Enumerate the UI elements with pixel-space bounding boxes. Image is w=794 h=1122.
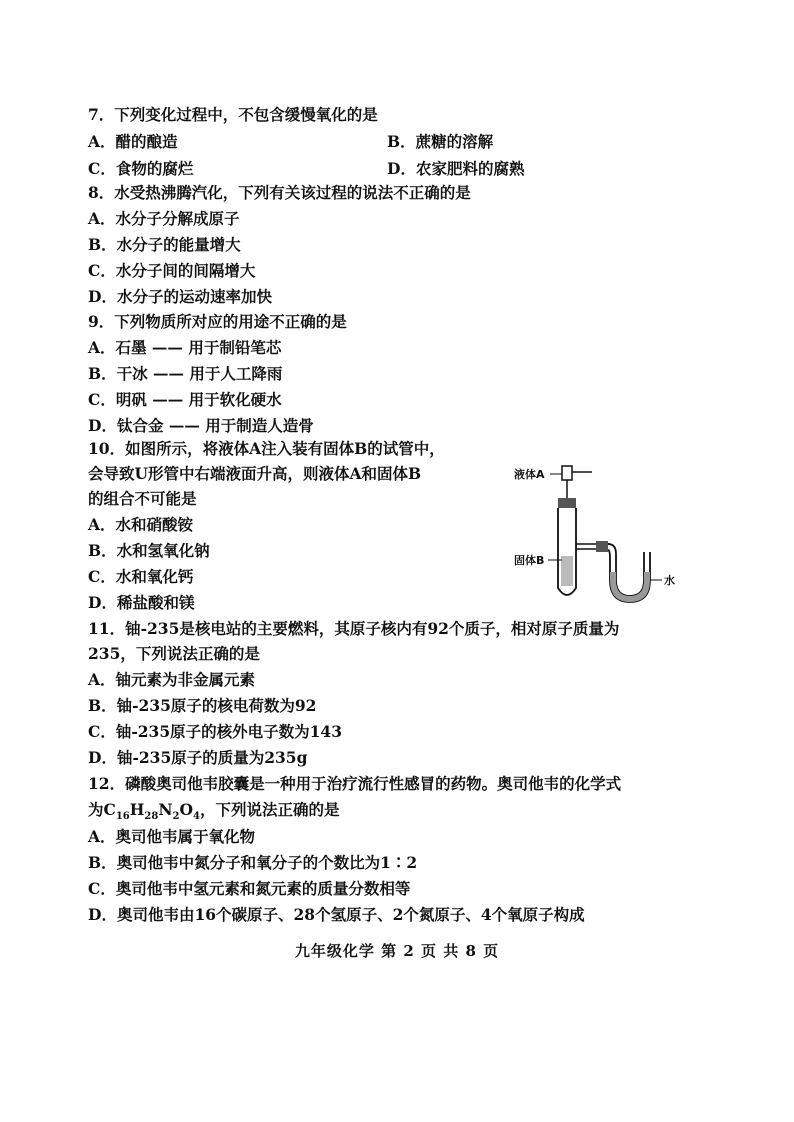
q11-stem-line2: 235，下列说法正确的是 <box>88 644 260 663</box>
q10-stem-line2: 会导致U形管中右端液面升高，则液体A和固体B <box>88 464 422 483</box>
q9-option-c: C．明矾 —— 用于软化硬水 <box>88 390 282 409</box>
q8-option-b: B．水分子的能量增大 <box>88 235 241 254</box>
q8-option-d: D．水分子的运动速率加快 <box>88 287 272 306</box>
q12-formula-h-count: 28 <box>144 811 159 823</box>
q10-option-d: D．稀盐酸和镁 <box>88 593 195 612</box>
q12-option-c: C．奥司他韦中氢元素和氮元素的质量分数相等 <box>88 879 411 898</box>
q12-formula-o: O <box>179 800 193 819</box>
q11-stem-line1: 11．铀-235是核电站的主要燃料，其原子核内有92个质子，相对原子质量为 <box>88 619 620 638</box>
q8-option-c: C．水分子间的间隔增大 <box>88 261 256 280</box>
q12-stem-line2 <box>88 799 339 828</box>
q12-formula-suffix: ，下列说法正确的是 <box>199 800 340 819</box>
q11-option-c: C．铀-235原子的核外电子数为143 <box>88 722 342 741</box>
q9-option-d: D．钛合金 —— 用于制造人造骨 <box>88 416 314 435</box>
label-water: 水 <box>664 574 675 587</box>
q12-formula-c-count: 16 <box>115 811 130 823</box>
stopper <box>558 498 576 508</box>
q11-option-a: A．铀元素为非金属元素 <box>88 670 256 689</box>
label-liquid-a: 液体A <box>514 468 545 481</box>
q7-option-a: A．醋的酿造 <box>88 132 178 151</box>
q12-option-b: B．奥司他韦中氮分子和氧分子的个数比为1∶2 <box>88 853 418 872</box>
q7-option-c: C．食物的腐烂 <box>88 159 194 178</box>
q11-option-b: B．铀-235原子的核电荷数为92 <box>88 696 317 715</box>
water <box>610 572 650 602</box>
label-solid-b: 固体B <box>514 554 545 567</box>
q7-option-d: D．农家肥料的腐熟 <box>387 159 525 178</box>
rubber-joint <box>596 541 608 552</box>
q10-stem-line1: 10．如图所示，将液体A注入装有固体B的试管中， <box>88 439 445 458</box>
solid-b <box>561 556 573 586</box>
q9-option-b: B．干冰 —— 用于人工降雨 <box>88 364 283 383</box>
q10-option-c: C．水和氧化钙 <box>88 567 194 586</box>
q7-stem: 7．下列变化过程中，不包含缓慢氧化的是 <box>88 105 378 124</box>
q8-stem: 8．水受热沸腾汽化，下列有关该过程的说法不正确的是 <box>88 183 471 202</box>
q12-formula-o-count: 4 <box>193 811 200 823</box>
page-footer: 九年级化学 第 2 页 共 8 页 <box>294 942 500 960</box>
q11-option-d: D．铀-235原子的质量为235g <box>88 748 308 767</box>
q10-apparatus-figure <box>512 460 712 610</box>
q12-stem-line1: 12．磷酸奥司他韦胶囊是一种用于治疗流行性感冒的药物。奥司他韦的化学式 <box>88 774 622 793</box>
dropper-top <box>562 466 572 480</box>
q10-stem-line3: 的组合不可能是 <box>88 489 197 508</box>
q9-stem: 9．下列物质所对应的用途不正确的是 <box>88 312 347 331</box>
q12-formula-n-count: 2 <box>172 811 180 823</box>
q8-option-a: A．水分子分解成原子 <box>88 209 240 228</box>
q12-formula-prefix: 为C <box>88 800 116 819</box>
q10-option-b: B．水和氢氧化钠 <box>88 541 210 560</box>
q7-option-b: B．蔗糖的溶解 <box>387 132 494 151</box>
q12-option-a: A．奥司他韦属于氧化物 <box>88 827 256 846</box>
q12-formula-h: H <box>129 800 145 819</box>
q12-formula-n: N <box>158 800 173 819</box>
q9-option-a: A．石墨 —— 用于制铅笔芯 <box>88 338 282 357</box>
q10-option-a: A．水和硝酸铵 <box>88 515 194 534</box>
q12-option-d: D．奥司他韦由16个碳原子、28个氢原子、2个氮原子、4个氧原子构成 <box>88 905 585 924</box>
